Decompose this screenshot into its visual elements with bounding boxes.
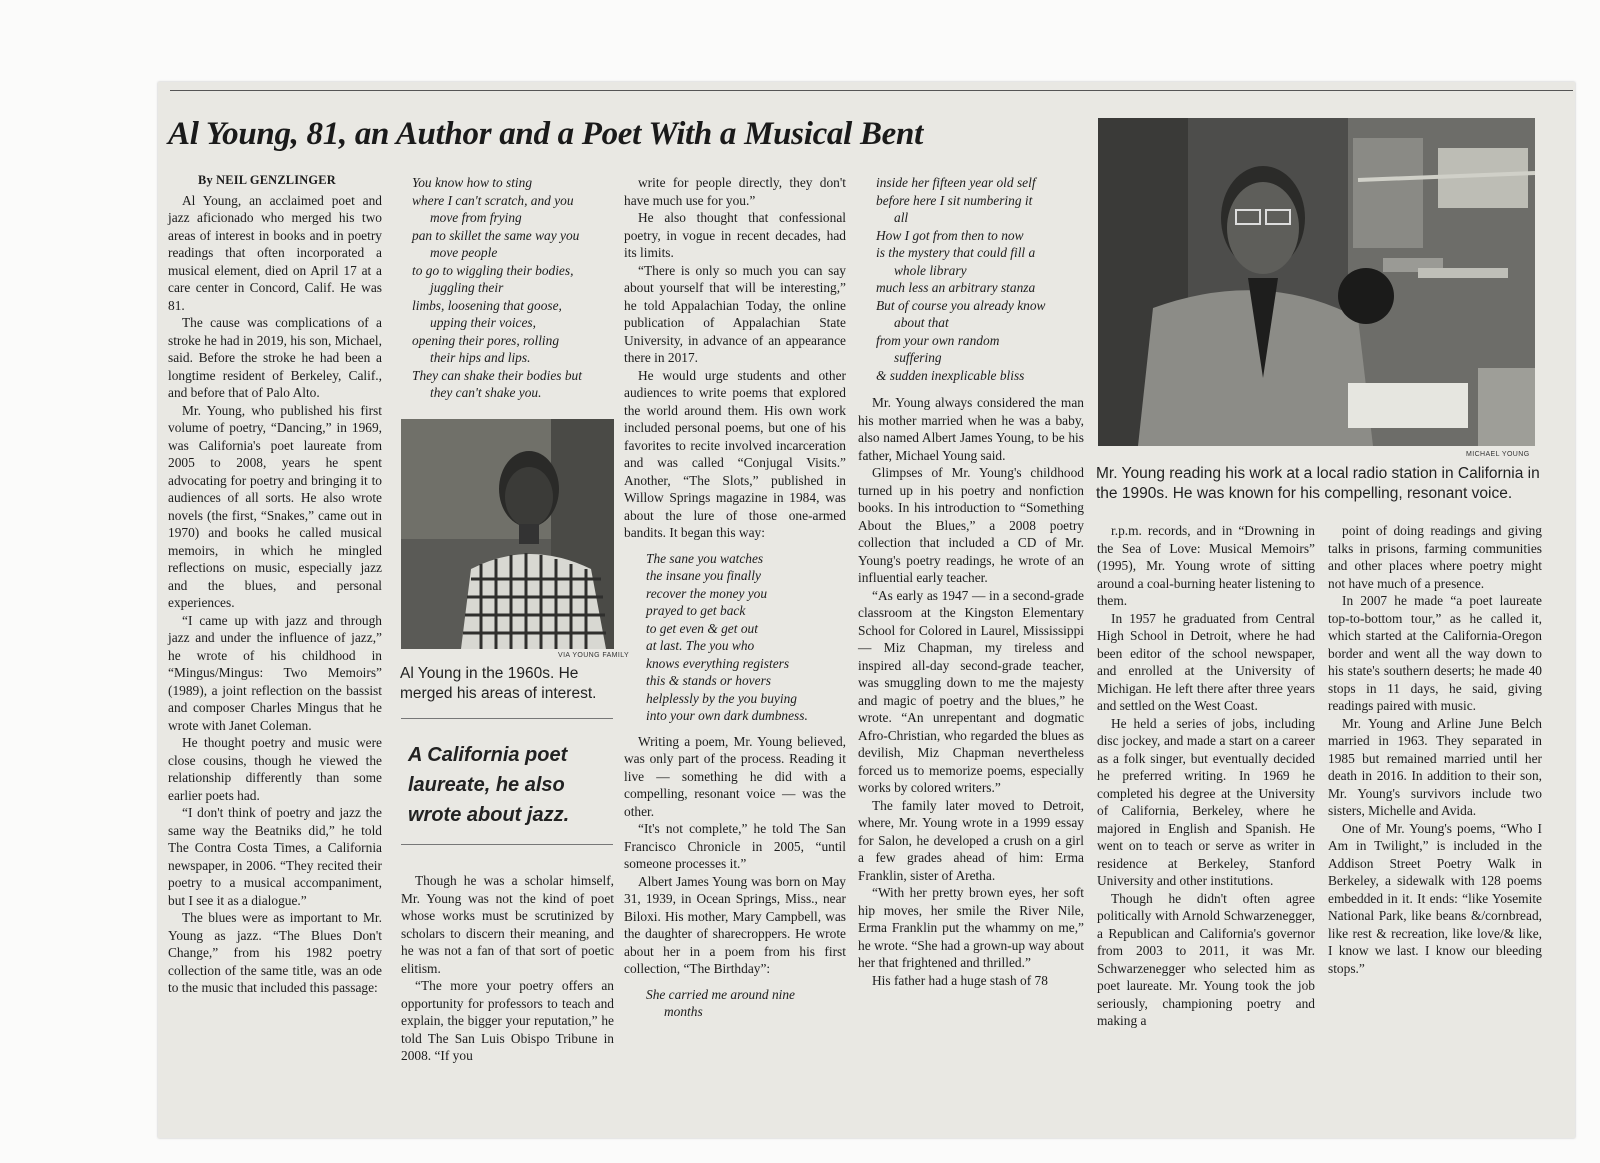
paragraph: His father had a huge stash of 78 [872,972,1048,988]
paragraph: “The more your poetry offers an opportunity for professors to teach and explain, the bigger your reputation,” he told The San Luis Obispo Tribune in 2008. “If you [401,978,614,1063]
pullquote-bottom-rule [401,844,613,845]
poem-line: prayed to get back [646,603,746,618]
column-4-paragraphs [858,394,1084,989]
paragraph: Mr. Young and Arline June Belch married in 1963. They separated in 1985 but remained married until her death in 2016. In addition to their son, Mr. Young's survivors include two sisters, Michelle and Avida. [1328,715,1542,818]
poem-line: upping their voices, [430,315,536,330]
paragraph: “I came up with jazz and through jazz and under the influence of jazz,” he wrote of his childhood in “Mingus/Mingus: Two Memoirs” (1989), a joint reflection on the bassist and composer Charles Mingus that he wrote with Janet Coleman. [168,612,382,733]
column-2-text [401,872,614,1065]
photo-caption-2: Mr. Young reading his work at a local radio station in California in the 1990s. He was known for his compelling, resonant voice. [1096,465,1540,502]
radio-photo-image [1098,118,1535,446]
poem-line: this & stands or hovers [646,673,771,688]
paragraph: Though he didn't often agree politically with Arnold Schwarzenegger, a Republican and California's governor from 2003 to 2011, it was Mr. Schwarzenegger who selected him as poet laureate. Mr. Young took the job seriously, championing poetry and making a [1097,890,1315,1028]
column-6 [1328,522,1542,977]
poem-line: & sudden inexplicable bliss [876,367,1025,383]
poem-line: You know how to sting [412,175,533,190]
paragraph: Al Young, an acclaimed poet and jazz aficionado who merged his two areas of interest in books and in poetry readings that often incorporated a musical element, died on April 17 at a care center in Concord, Calif. He was 81. [168,192,382,313]
poem-line: suffering [894,350,942,365]
paragraph: In 2007 he made “a poet laureate top-to-bottom tour,” as he called it, which started at the California-Oregon border and went all the way down to his state's southern deserts; he made 40 stops in 11 days, he said, giving readings paired with music. [1328,593,1542,713]
poem-line: The sane you watches [646,550,764,566]
poem-line: into your own dark dumbness. [646,708,808,723]
paragraph: “I don't think of poetry and jazz the same way the Beatniks did,” he told The Contra Costa Times, a California newspaper, in 2006. “They recited their poetry to a musical accompaniment, but I see it as a dialogue.” [168,805,382,908]
poem-line: all [894,210,909,225]
paragraph: He thought poetry and music were close cousins, though he viewed the relationship differently than some earlier poets had. [168,735,382,803]
column-2-poem [412,174,617,402]
paragraph: r.p.m. records, and in “Drowning in the Sea of Love: Musical Memoirs” (1995), Mr. Young wrote of sitting around a coal-burning heater listening to them. [1097,523,1315,608]
byline: By NEIL GENZLINGER [198,173,336,187]
portrait-image [401,419,614,649]
photo-caption-1: Al Young in the 1960s. He merged his areas of interest. [400,665,597,702]
column-1-paragraphs [168,192,382,997]
poem-the-birthday [624,986,846,1021]
column-3 [624,174,846,1021]
paragraph: The family later moved to Detroit, where, Mr. Young wrote in a 1999 essay for Salon, he developed a crush on a girl a few grades ahead of him: Erma Franklin, sister of Aretha. [858,797,1084,883]
poem-the-birthday-continued [858,174,1084,384]
paragraph: He also thought that confessional poetry, in vogue in recent decades, had its limits. [624,210,846,260]
paragraph: The blues were as important to Mr. Young as jazz. “The Blues Don't Change,” from his 1982 poetry collection of the same title, was an ode to the music that included this passage: [168,910,382,995]
poem-blues-dont-change [412,174,617,402]
paragraph: “It's not complete,” he told The San Francisco Chronicle in 2005, “until someone processes it.” [624,821,846,871]
paragraph: write for people directly, they don't have much use for you.” [624,175,846,208]
poem-line: They can shake their bodies but [412,367,582,383]
newspaper-clipping [158,82,1575,1138]
paragraph: He held a series of jobs, including disc jockey, and made a start on a career as a folk singer, but eventually decided he preferred writing. In 1969 he completed his degree at the University of California, Berkeley, where he majored in English and Spanish. He went on to teach or serve as writer in residence at Berkeley, Stanford University and other institutions. [1097,715,1315,888]
poem-line: move from frying [430,210,522,225]
photo-credit-2: MICHAEL YOUNG [1466,451,1530,458]
poem-line: move people [430,245,498,260]
pullquote: A California poet laureate, he also wrote about jazz. [408,744,570,826]
poem-line: to go to wiggling their bodies, [412,262,574,278]
poem-line: knows everything registers [646,655,790,671]
top-rule [170,90,1573,91]
poem-line: they can't shake you. [430,385,542,400]
poem-line: is the mystery that could fill a [876,245,1036,260]
paragraph: Glimpses of Mr. Young's childhood turned up in his poetry and nonfiction books. In his introduction to “Something About the Blues,” a 2008 poetry collection that included a CD of Mr. Young's poetry readings, he wrote of an influential early teacher. [858,465,1084,585]
paragraph: One of Mr. Young's poems, “Who I Am in Twilight,” is included in the Addison Street Poetry Walk in Berkeley, a sidewalk with 128 poems embedded in it. It ends: “like Yosemite National Park, like beans &/cornbread, like rest & recreation, like love/& like, I know we last. I know our bleeding stops.” [1328,820,1542,976]
headline: Al Young, 81, an Author and a Poet With a Musical Bent [168,116,923,152]
poem-line: pan to skillet the same way you [412,227,580,243]
poem-line: whole library [894,262,967,278]
paragraph: Albert James Young was born on May 31, 1939, in Ocean Springs, Miss., near Biloxi. His mother, Mary Campbell, was the daughter of sharecroppers. He wrote about her in a poem from his first collection, “The Birthday”: [624,873,846,976]
paragraph: He would urge students and other audiences to write poems that explored the world around them. His own work included personal poems, but one of his favorites to recite involved incarceration and was called “Conjugal Visits.” Another, “The Slots,” published in Willow Springs magazine in 1984, was about the lure of those one-armed bandits. It began this way: [624,367,846,540]
paragraph: The cause was complications of a stroke he had in 2019, his son, Michael, said. Before the stroke he had been a longtime resident of Berkeley, Calif., and before that of Palo Alto. [168,315,382,400]
column-1 [168,172,382,997]
column-4 [858,174,1084,989]
poem-line: juggling their [430,280,504,295]
poem-line: from your own random [876,332,1000,348]
poem-line: opening their pores, rolling [412,332,560,348]
poem-line: inside her fifteen year old self [876,175,1036,190]
paragraph: In 1957 he graduated from Central High School in Detroit, where he had been editor of the school newspaper, and enrolled at the University of Michigan. He left there after three years and settled on the West Coast. [1097,610,1315,713]
paragraph: “As early as 1947 — in a second-grade classroom at the Kingston Elementary School for Colored in Laurel, Mississippi — Miz Chapman, my tireless and inspired all-day second-grade teacher, was smuggling down to me the majesty and magic of poetry and the blues,” he wrote. “An unrepentant and dogmatic Afro-Christian, who regarded the blues as devilish, Miz Chapman nevertheless forced us to memorize poems, especially works by colored writers.” [858,587,1084,795]
poem-the-slots [624,550,846,725]
paragraph: “With her pretty brown eyes, her soft hip moves, her smile the River Nile, Erma Franklin put the whammy on me,” he wrote. “She had a grown-up way about her that frightened and thrilled.” [858,885,1084,970]
poem-line: months [664,1004,703,1019]
poem-line: about that [894,315,949,330]
poem-line: the insane you finally [646,568,761,583]
poem-line: recover the money you [646,585,768,601]
pullquote-top-rule [401,718,613,719]
poem-line: But of course you already know [876,297,1046,313]
poem-line: limbs, loosening that goose, [412,297,562,313]
photo-al-young-1960s [401,419,614,649]
column-5 [1097,522,1315,1030]
poem-line: before here I sit numbering it [876,192,1033,208]
paragraph: point of doing readings and giving talks in prisons, farming communities and other places where poetry might not have much of a presence. [1328,523,1542,591]
column-3-paragraphs [624,174,846,542]
paragraph: “There is only so much you can say about yourself that will be interesting,” he told Appalachian Today, the online publication of Appalachian State University, in advance of an appearance there in 2017. [624,262,846,365]
paragraph: Writing a poem, Mr. Young believed, was only part of the process. Reading it live — something he did with a compelling, resonant voice — was the other. [624,733,846,819]
poem-line: where I can't scratch, and you [412,192,574,208]
paragraph: Mr. Young always considered the man his mother married when he was a baby, also named Albert James Young, to be his father, Michael Young said. [858,395,1084,463]
photo-credit-1: VIA YOUNG FAMILY [558,652,630,659]
poem-line: at last. The you who [646,638,755,653]
poem-line: She carried me around nine [646,986,796,1002]
poem-line: much less an arbitrary stanza [876,280,1036,295]
poem-line: helplessly by the you buying [646,690,797,706]
paragraph: Though he was a scholar himself, Mr. Young was not the kind of poet whose works must be scrutinized by scholars to discern their meaning, and he was not a fan of that sort of poetic elitism. [401,873,614,976]
photo-radio-station [1098,118,1535,446]
paragraph: Mr. Young, who published his first volume of poetry, “Dancing,” in 1969, was California's poet laureate from 2005 to 2008, years he spent advocating for poetry and bringing it to audiences of all sorts. He also wrote novels (the first, “Snakes,” came out in 1970) and books he called musical memoirs, in which he mingled reflections on music, especially jazz and the blues, and personal experiences. [168,402,382,610]
column-3-paragraphs-b [624,733,846,978]
poem-line: their hips and lips. [430,350,531,365]
poem-line: How I got from then to now [876,227,1024,243]
poem-line: to get even & get out [646,620,758,636]
